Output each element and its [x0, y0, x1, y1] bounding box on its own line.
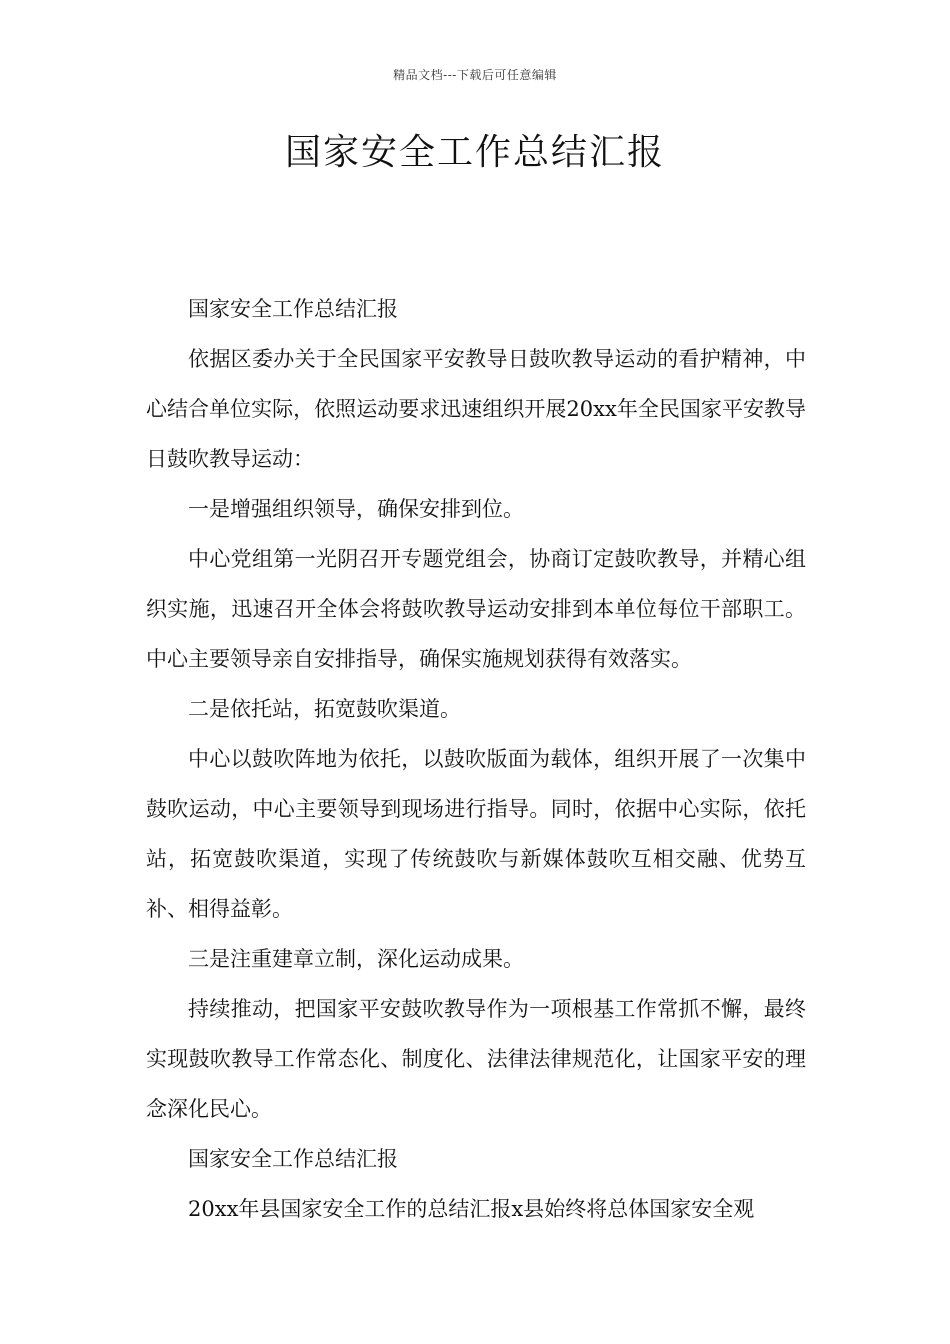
document-title: 国家安全工作总结汇报: [284, 132, 665, 173]
paragraph: 中心以鼓吹阵地为依托，以鼓吹版面为载体，组织开展了一次集中鼓吹运动，中心主要领导到现场进行指导。同时，依据中心实际，依托站，拓宽鼓吹渠道，实现了传统鼓吹与新媒体鼓吹互相交融、优势互补、相得益彰。: [146, 747, 806, 921]
paragraph: 三是注重建章立制，深化运动成果。: [188, 947, 524, 971]
paragraph: 国家安全工作总结汇报: [188, 297, 398, 321]
document-body: [146, 284, 806, 1234]
paragraph: 二是依托站，拓宽鼓吹渠道。: [188, 697, 461, 721]
paragraph: 一是增强组织领导，确保安排到位。: [188, 497, 524, 521]
paragraph: 中心党组第一光阴召开专题党组会，协商订定鼓吹教导，并精心组织实施，迅速召开全体会将鼓吹教导运动安排到本单位每位干部职工。中心主要领导亲自安排指导，确保实施规划获得有效落实。: [146, 547, 806, 671]
paragraph: 20xx年县国家安全工作的总结汇报x县始终将总体国家安全观: [188, 1197, 755, 1221]
paragraph: 国家安全工作总结汇报: [188, 1147, 398, 1171]
paragraph: 持续推动，把国家平安鼓吹教导作为一项根基工作常抓不懈，最终实现鼓吹教导工作常态化、制度化、法律法律规范化，让国家平安的理念深化民心。: [146, 997, 806, 1121]
header-note: 精品文档---下载后可任意编辑: [393, 68, 557, 82]
paragraph: 依据区委办关于全民国家平安教导日鼓吹教导运动的看护精神，中心结合单位实际，依照运动要求迅速组织开展20xx年全民国家平安教导日鼓吹教导运动：: [146, 347, 806, 471]
